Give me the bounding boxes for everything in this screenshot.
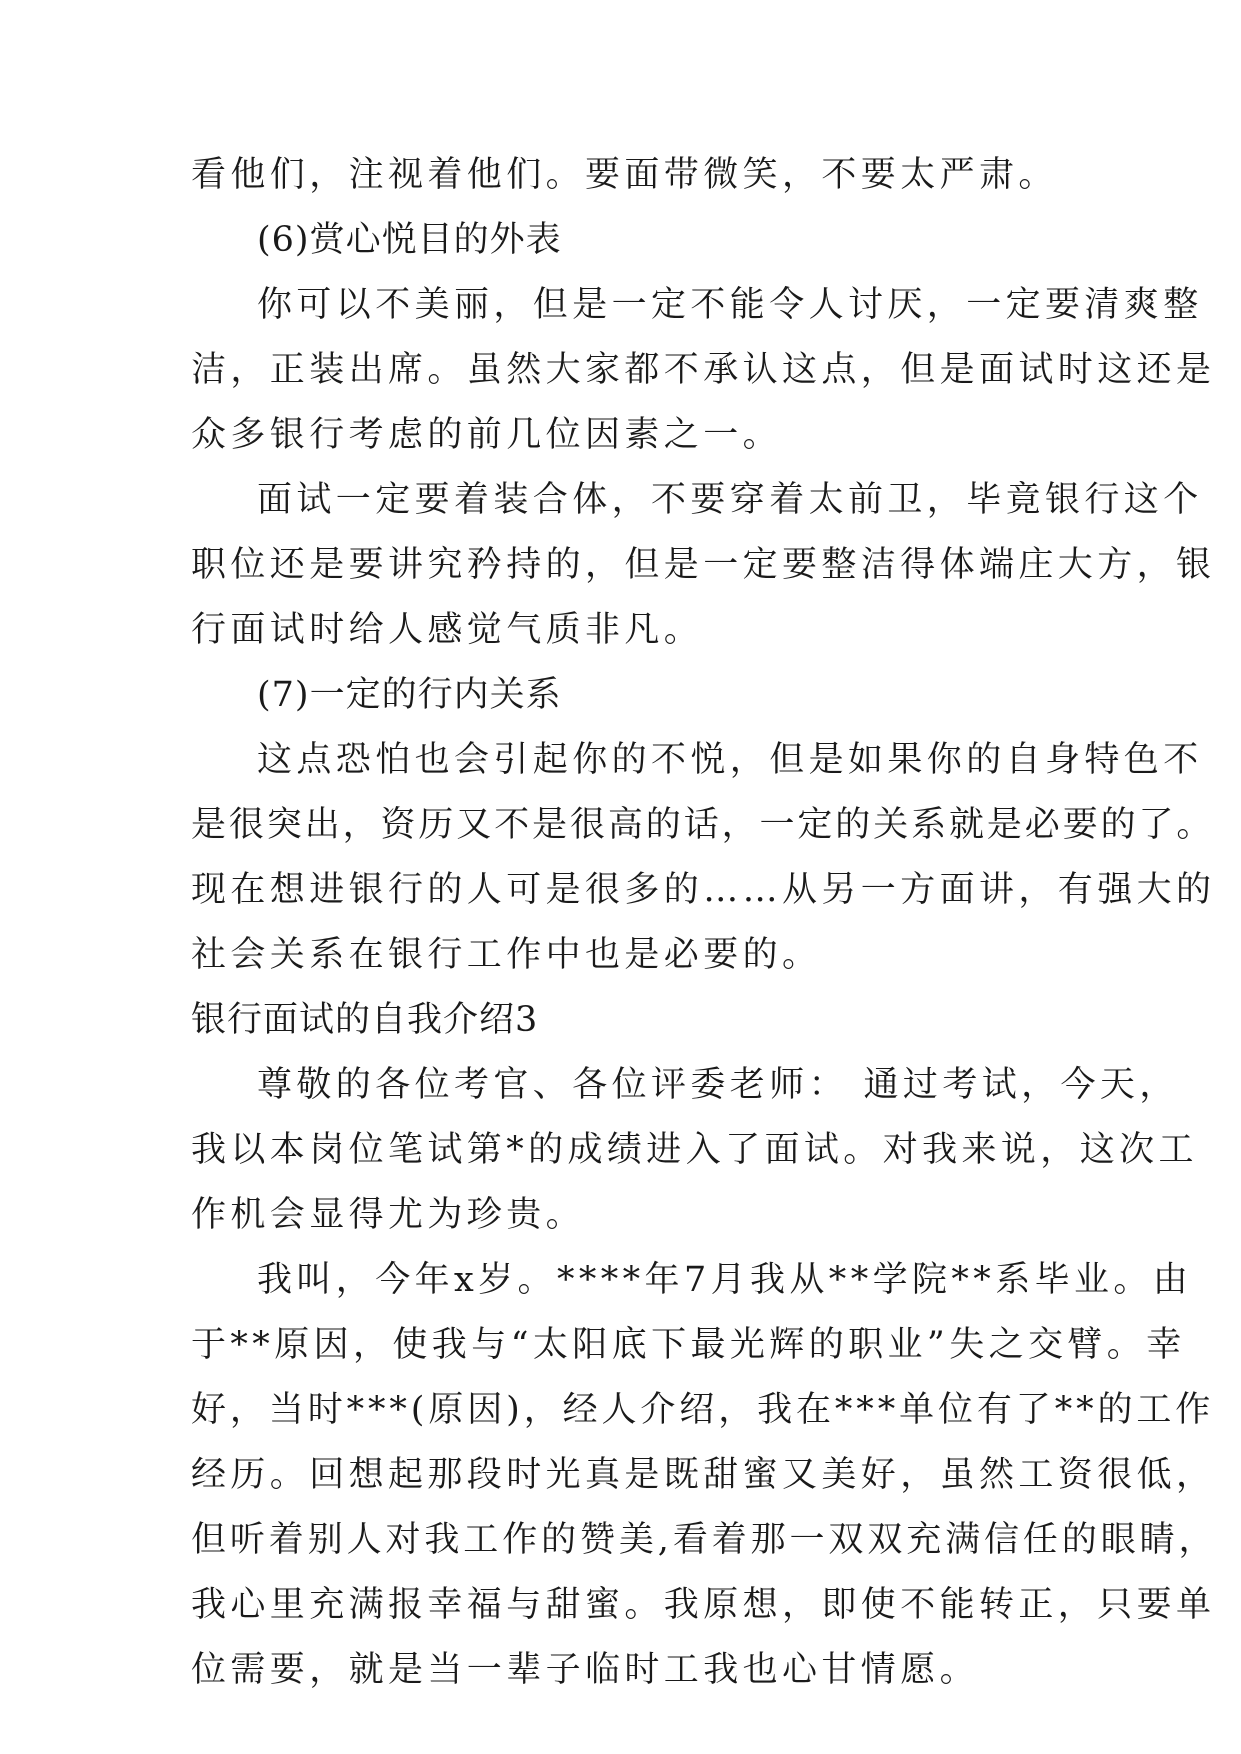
paragraph-line: 行面试时给人感觉气质非凡。	[191, 610, 704, 650]
paragraph-line: 尊敬的各位考官、各位评委老师： 通过考试，今天，	[257, 1065, 1179, 1105]
section-heading: (7)一定的行内关系	[257, 675, 562, 715]
paragraph-line: 现在想进银行的人可是很多的……从另一方面讲，有强大的	[191, 870, 1216, 910]
paragraph-line: 于**原因，使我与“太阳底下最光辉的职业”失之交臂。幸	[191, 1325, 1186, 1365]
paragraph-line: 我心里充满报幸福与甜蜜。我原想，即使不能转正，只要单	[191, 1585, 1216, 1625]
document-title: 银行面试的自我介绍3	[191, 1000, 539, 1040]
paragraph-line: 但听着别人对我工作的赞美,看着那一双双充满信任的眼睛，	[191, 1520, 1218, 1560]
paragraph-line: 我叫，今年x岁。****年7月我从**学院**系毕业。由	[257, 1260, 1193, 1300]
section-heading: (6)赏心悦目的外表	[257, 220, 562, 260]
paragraph-line: 面试一定要着装合体，不要穿着太前卫，毕竟银行这个	[257, 480, 1203, 520]
paragraph-line: 我以本岗位笔试第*的成绩进入了面试。对我来说，这次工	[191, 1130, 1198, 1170]
paragraph-line: 职位还是要讲究矜持的，但是一定要整洁得体端庄大方，银	[191, 545, 1216, 585]
paragraph-line: 洁，正装出席。虽然大家都不承认这点，但是面试时这还是	[191, 350, 1216, 390]
paragraph-line: 看他们，注视着他们。要面带微笑，不要太严肃。	[191, 155, 1058, 195]
paragraph-line: 作机会显得尤为珍贵。	[191, 1195, 586, 1235]
paragraph-line: 这点恐怕也会引起你的不悦，但是如果你的自身特色不	[257, 740, 1203, 780]
paragraph-line: 你可以不美丽，但是一定不能令人讨厌，一定要清爽整	[257, 285, 1203, 325]
paragraph-line: 是很突出，资历又不是很高的话，一定的关系就是必要的了。	[191, 805, 1215, 845]
paragraph-line: 位需要，就是当一辈子临时工我也心甘情愿。	[191, 1650, 980, 1690]
paragraph-line: 经历。回想起那段时光真是既甜蜜又美好，虽然工资很低，	[191, 1455, 1216, 1495]
paragraph-line: 众多银行考虑的前几位因素之一。	[191, 415, 783, 455]
paragraph-line: 好，当时***(原因)，经人介绍，我在***单位有了**的工作	[191, 1390, 1215, 1430]
paragraph-line: 社会关系在银行工作中也是必要的。	[191, 935, 822, 975]
